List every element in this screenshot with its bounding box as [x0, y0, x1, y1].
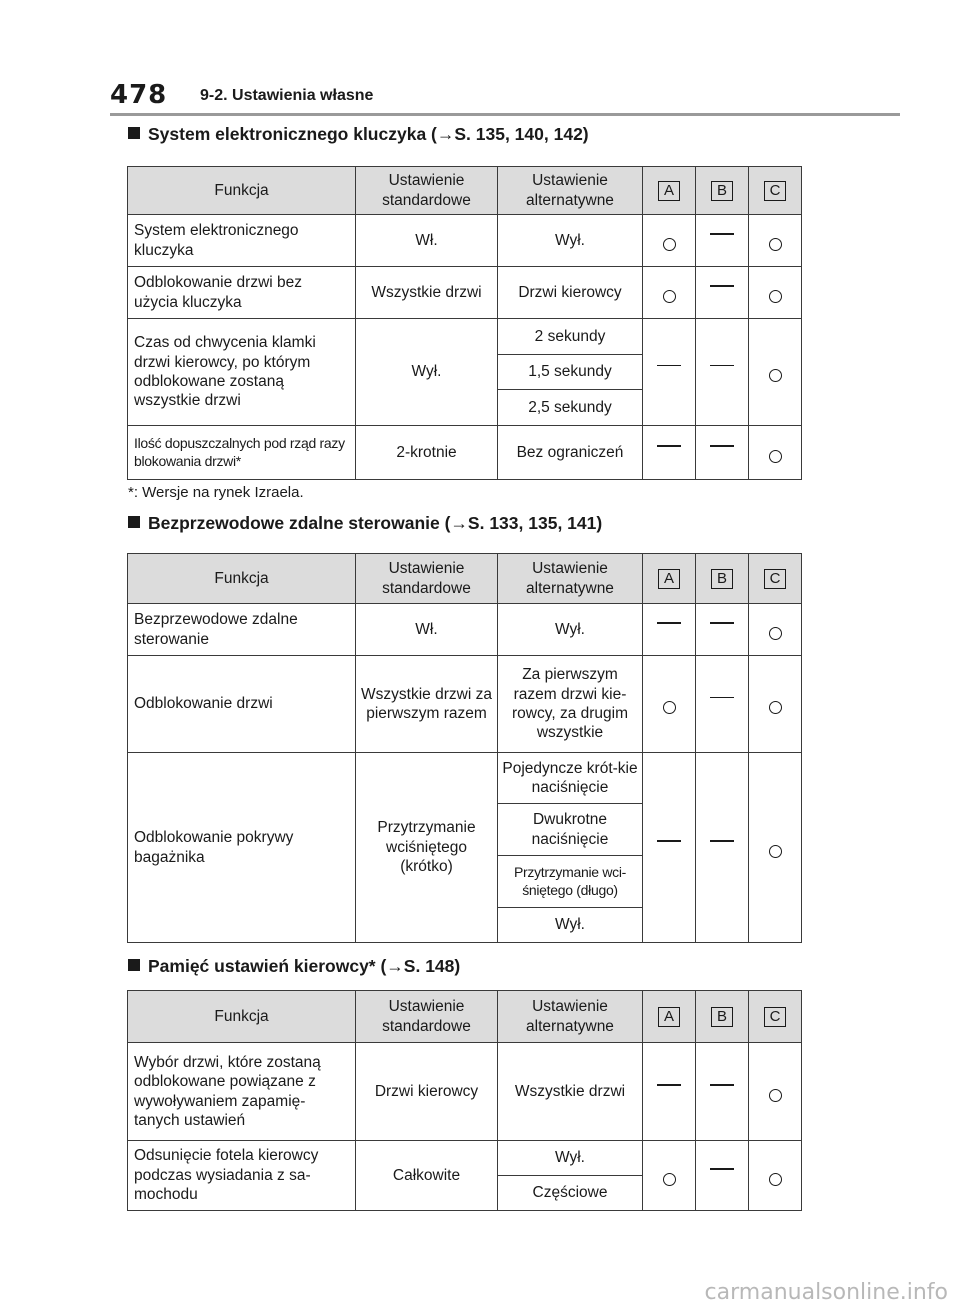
marker-cell	[696, 656, 749, 753]
alternative-cell: Wył.	[498, 908, 643, 943]
letter-b-icon: B	[711, 181, 733, 201]
dash-icon	[710, 840, 734, 842]
marker-cell	[643, 1043, 696, 1141]
marker-cell	[696, 1043, 749, 1141]
column-header-function: Funkcja	[128, 167, 356, 215]
dash-icon	[657, 1084, 681, 1086]
circle-icon	[769, 1173, 782, 1186]
marker-cell	[749, 753, 802, 943]
section-heading-smart-key	[128, 124, 589, 145]
section-heading-text: System elektronicznego kluczyka (→S. 135, 140, 142)	[148, 124, 589, 144]
section-heading-remote	[128, 513, 602, 534]
circle-icon	[769, 369, 782, 382]
circle-icon	[663, 1173, 676, 1186]
page-number: 478	[110, 80, 168, 110]
alternative-cell: Wył.	[498, 215, 643, 267]
standard-cell: Wył.	[356, 319, 498, 426]
function-cell: System elektronicznego kluczyka	[128, 215, 356, 267]
table-row	[128, 267, 802, 319]
marker-cell	[749, 319, 802, 426]
standard-cell: Drzwi kierowcy	[356, 1043, 498, 1141]
alternative-cell: Pojedyncze krót-kie naciśnięcie	[498, 753, 643, 804]
circle-icon	[663, 290, 676, 303]
column-header-alternative: Ustawienie alternatywne	[498, 167, 643, 215]
letter-b-icon: B	[711, 569, 733, 589]
dash-icon	[710, 233, 734, 235]
marker-cell	[696, 215, 749, 267]
standard-cell: Przytrzymanie wciśniętego (krótko)	[356, 753, 498, 943]
marker-cell	[696, 267, 749, 319]
function-cell: Bezprzewodowe zdalne sterowanie	[128, 604, 356, 656]
marker-cell	[643, 753, 696, 943]
marker-cell	[696, 604, 749, 656]
marker-cell	[643, 656, 696, 753]
dash-icon	[710, 697, 734, 699]
table-header-row	[128, 554, 802, 604]
column-header-standard: Ustawienie standardowe	[356, 167, 498, 215]
column-header-c	[749, 554, 802, 604]
marker-cell	[696, 319, 749, 426]
square-bullet-icon	[128, 127, 140, 139]
marker-cell	[696, 753, 749, 943]
column-header-function: Funkcja	[128, 991, 356, 1043]
table-row	[128, 753, 802, 804]
standard-cell: Wszystkie drzwi	[356, 267, 498, 319]
circle-icon	[663, 701, 676, 714]
function-cell: Ilość dopuszczalnych pod rząd razy blokowania drzwi*	[128, 426, 356, 480]
standard-cell: Wł.	[356, 215, 498, 267]
column-header-function: Funkcja	[128, 554, 356, 604]
alternative-cell: Bez ograniczeń	[498, 426, 643, 480]
column-header-b	[696, 991, 749, 1043]
section-heading-memory	[128, 956, 460, 977]
marker-cell	[643, 267, 696, 319]
marker-cell	[749, 1043, 802, 1141]
dash-icon	[710, 285, 734, 287]
alternative-cell: 2 sekundy	[498, 319, 643, 355]
circle-icon	[769, 627, 782, 640]
marker-cell	[696, 426, 749, 480]
standard-cell: 2-krotnie	[356, 426, 498, 480]
square-bullet-icon	[128, 516, 140, 528]
function-cell: Wybór drzwi, które zostaną odblokowane powiązane z wywoływaniem zapamię-tanych ustawień	[128, 1043, 356, 1141]
column-header-a	[643, 167, 696, 215]
letter-c-icon: C	[764, 181, 786, 201]
column-header-standard: Ustawienie standardowe	[356, 991, 498, 1043]
alternative-cell: Dwukrotne naciśnięcie	[498, 804, 643, 856]
dash-icon	[710, 365, 734, 367]
marker-cell	[643, 1141, 696, 1211]
column-header-alternative: Ustawienie alternatywne	[498, 991, 643, 1043]
standard-cell: Wł.	[356, 604, 498, 656]
column-header-c	[749, 991, 802, 1043]
marker-cell	[643, 319, 696, 426]
letter-c-icon: C	[764, 1007, 786, 1027]
square-bullet-icon	[128, 959, 140, 971]
header-rule	[110, 113, 900, 116]
alternative-cell: Wył.	[498, 604, 643, 656]
dash-icon	[657, 622, 681, 624]
circle-icon	[769, 845, 782, 858]
watermark: carmanualsonline.info	[704, 1280, 948, 1305]
table-row	[128, 656, 802, 753]
marker-cell	[749, 656, 802, 753]
alternative-cell: Drzwi kierowcy	[498, 267, 643, 319]
letter-c-icon: C	[764, 569, 786, 589]
column-header-b	[696, 167, 749, 215]
table-row	[128, 319, 802, 355]
marker-cell	[643, 426, 696, 480]
circle-icon	[663, 238, 676, 251]
table-row	[128, 215, 802, 267]
column-header-standard: Ustawienie standardowe	[356, 554, 498, 604]
table-row	[128, 1141, 802, 1176]
table-row	[128, 604, 802, 656]
function-cell: Czas od chwycenia klamki drzwi kierowcy, po którym odblokowane zostaną wszystkie drzwi	[128, 319, 356, 426]
marker-cell	[749, 267, 802, 319]
circle-icon	[769, 450, 782, 463]
letter-a-icon: A	[658, 1007, 680, 1027]
column-header-b	[696, 554, 749, 604]
column-header-alternative: Ustawienie alternatywne	[498, 554, 643, 604]
marker-cell	[749, 604, 802, 656]
table-header-row	[128, 167, 802, 215]
alternative-cell: Przytrzymanie wci-śniętego (długo)	[498, 856, 643, 908]
circle-icon	[769, 1089, 782, 1102]
dash-icon	[710, 1084, 734, 1086]
function-cell: Odsunięcie fotela kierowcy podczas wysiadania z sa-mochodu	[128, 1141, 356, 1211]
alternative-cell: 2,5 sekundy	[498, 390, 643, 426]
marker-cell	[749, 1141, 802, 1211]
settings-table-remote	[127, 553, 802, 943]
marker-cell	[643, 604, 696, 656]
section-heading-text: Pamięć ustawień kierowcy* (→S. 148)	[148, 956, 461, 976]
table-header-row	[128, 991, 802, 1043]
dash-icon	[657, 365, 681, 367]
letter-a-icon: A	[658, 569, 680, 589]
letter-a-icon: A	[658, 181, 680, 201]
section-heading-text: Bezprzewodowe zdalne sterowanie (→S. 133, 135, 141)	[148, 513, 603, 533]
marker-cell	[749, 426, 802, 480]
dash-icon	[657, 445, 681, 447]
alternative-cell: Częściowe	[498, 1176, 643, 1211]
standard-cell: Całkowite	[356, 1141, 498, 1211]
settings-table-memory	[127, 990, 802, 1211]
alternative-cell: Wszystkie drzwi	[498, 1043, 643, 1141]
circle-icon	[769, 701, 782, 714]
function-cell: Odblokowanie drzwi	[128, 656, 356, 753]
standard-cell: Wszystkie drzwi za pierwszym razem	[356, 656, 498, 753]
section-title: 9-2. Ustawienia własne	[200, 87, 374, 104]
function-cell: Odblokowanie pokrywy bagażnika	[128, 753, 356, 943]
dash-icon	[710, 1168, 734, 1170]
dash-icon	[710, 622, 734, 624]
settings-table-smart-key	[127, 166, 802, 480]
circle-icon	[769, 238, 782, 251]
circle-icon	[769, 290, 782, 303]
dash-icon	[657, 840, 681, 842]
dash-icon	[710, 445, 734, 447]
marker-cell	[749, 215, 802, 267]
column-header-c	[749, 167, 802, 215]
footnote: *: Wersje na rynek Izraela.	[128, 484, 304, 501]
function-cell: Odblokowanie drzwi bez użycia kluczyka	[128, 267, 356, 319]
column-header-a	[643, 991, 696, 1043]
column-header-a	[643, 554, 696, 604]
table-row	[128, 426, 802, 480]
table-row	[128, 1043, 802, 1141]
marker-cell	[696, 1141, 749, 1211]
letter-b-icon: B	[711, 1007, 733, 1027]
alternative-cell: Wył.	[498, 1141, 643, 1176]
alternative-cell: Za pierwszym razem drzwi kie-rowcy, za drugim wszystkie	[498, 656, 643, 753]
alternative-cell: 1,5 sekundy	[498, 355, 643, 390]
marker-cell	[643, 215, 696, 267]
